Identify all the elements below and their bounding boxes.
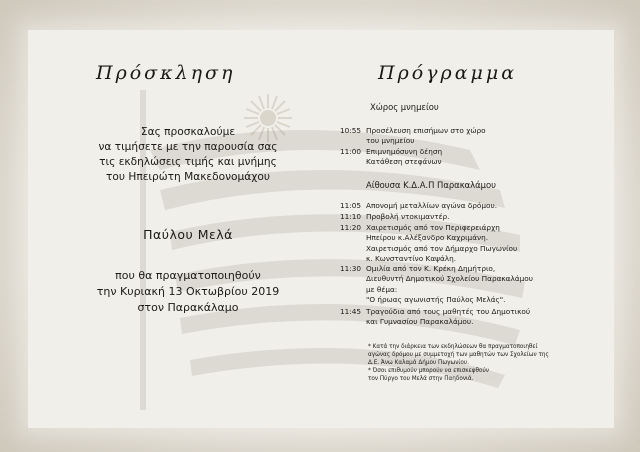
desc-line: Τραγούδια από τους μαθητές του Δημοτικού xyxy=(366,307,531,316)
desc-line: "Ο ήρωας αγωνιστής Παύλος Μελάς". xyxy=(366,295,506,305)
program-title: Πρόγραμμα xyxy=(378,62,518,84)
program-time: 11:05 xyxy=(340,201,362,210)
program-desc xyxy=(366,264,566,306)
program-item xyxy=(340,126,565,148)
program-desc xyxy=(366,223,566,265)
program-time: 11:20 xyxy=(340,223,362,232)
desc-line: και Γυμνασίου Παρακαλάμου. xyxy=(366,317,474,327)
program-time: 10:55 xyxy=(340,126,362,135)
note-line: * Όσοι επιθυμούν μπορούν να επισκεφθούν xyxy=(368,368,489,374)
desc-line: του μνημείου xyxy=(366,136,415,146)
program-item xyxy=(340,147,565,169)
program-desc xyxy=(366,307,566,328)
invitation-line: τις εκδηλώσεις τιμής και μνήμης xyxy=(99,156,277,168)
program-desc xyxy=(366,212,566,222)
program-time: 11:45 xyxy=(340,307,362,316)
desc-line: Προσέλευση επισήμων στο χώρο xyxy=(366,126,486,135)
desc-line: Ομιλία από τον Κ. Κρέκη Δημήτριο, xyxy=(366,264,496,273)
desc-line: κ. Κωνσταντίνο Καψάλη. xyxy=(366,254,457,264)
program-desc xyxy=(366,201,566,211)
details-line: που θα πραγματοποιηθούν xyxy=(115,269,261,282)
desc-line: Διευθυντή Δημοτικού Σχολείου Παρακαλάμου xyxy=(366,274,533,284)
invitation-line: να τιμήσετε με την παρουσία σας xyxy=(98,141,278,153)
honoree-name: Παύλου Μελά xyxy=(143,227,233,242)
venue-hall: Αίθουσα Κ.Δ.Α.Π Παρακαλάμου xyxy=(366,180,496,190)
event-details xyxy=(58,268,318,316)
desc-line: Απονομή μεταλλίων αγώνα δρόμου. xyxy=(366,201,498,210)
invitation-title: Πρόσκληση xyxy=(96,62,236,84)
program-desc xyxy=(366,126,566,147)
note-line: Δ.Ε. Άνω Καλαμά Δήμου Πωγωνίου. xyxy=(368,360,469,366)
invitation-text xyxy=(58,125,318,185)
desc-line: Χαιρετισμός από τον Δήμαρχο Πωγωνίου xyxy=(366,243,518,253)
desc-line: Επιμνημόσυνη δέηση xyxy=(366,147,443,156)
desc-line: Χαιρετισμός από τον Περιφερειάρχη xyxy=(366,223,500,232)
program-time: 11:00 xyxy=(340,147,362,156)
invitation-line: Σας προσκαλούμε xyxy=(140,126,236,138)
note-line: τον Πύργο του Μελά στην Παηδονιά. xyxy=(368,376,474,382)
desc-line: Ηπείρου κ.Αλέξανδρο Καχριμάνη. xyxy=(366,233,489,243)
program-desc xyxy=(366,147,566,168)
venue-memorial: Χώρος μνημείου xyxy=(370,102,439,112)
program-time: 11:30 xyxy=(340,264,362,273)
program-time: 11:10 xyxy=(340,212,362,221)
note-line: αγώνας δρόμου με συμμετοχή των μαθητών των Σχολείων της xyxy=(368,352,549,358)
desc-line: Κατάθεση στεφάνων xyxy=(366,157,442,167)
details-line: την Κυριακή 13 Οκτωβρίου 2019 xyxy=(96,285,280,298)
invitation-line: του Ηπειρώτη Μακεδονομάχου xyxy=(106,171,270,183)
program-notes xyxy=(368,343,588,383)
note-line: * Κατά την διάρκεια των εκδηλώσεων θα πραγματοποιηθεί xyxy=(368,344,538,350)
desc-line: Προβολή ντοκιμαντέρ. xyxy=(366,212,450,221)
details-line: στον Παρακάλαμο xyxy=(137,301,239,314)
desc-line: με θέμα: xyxy=(366,284,398,294)
